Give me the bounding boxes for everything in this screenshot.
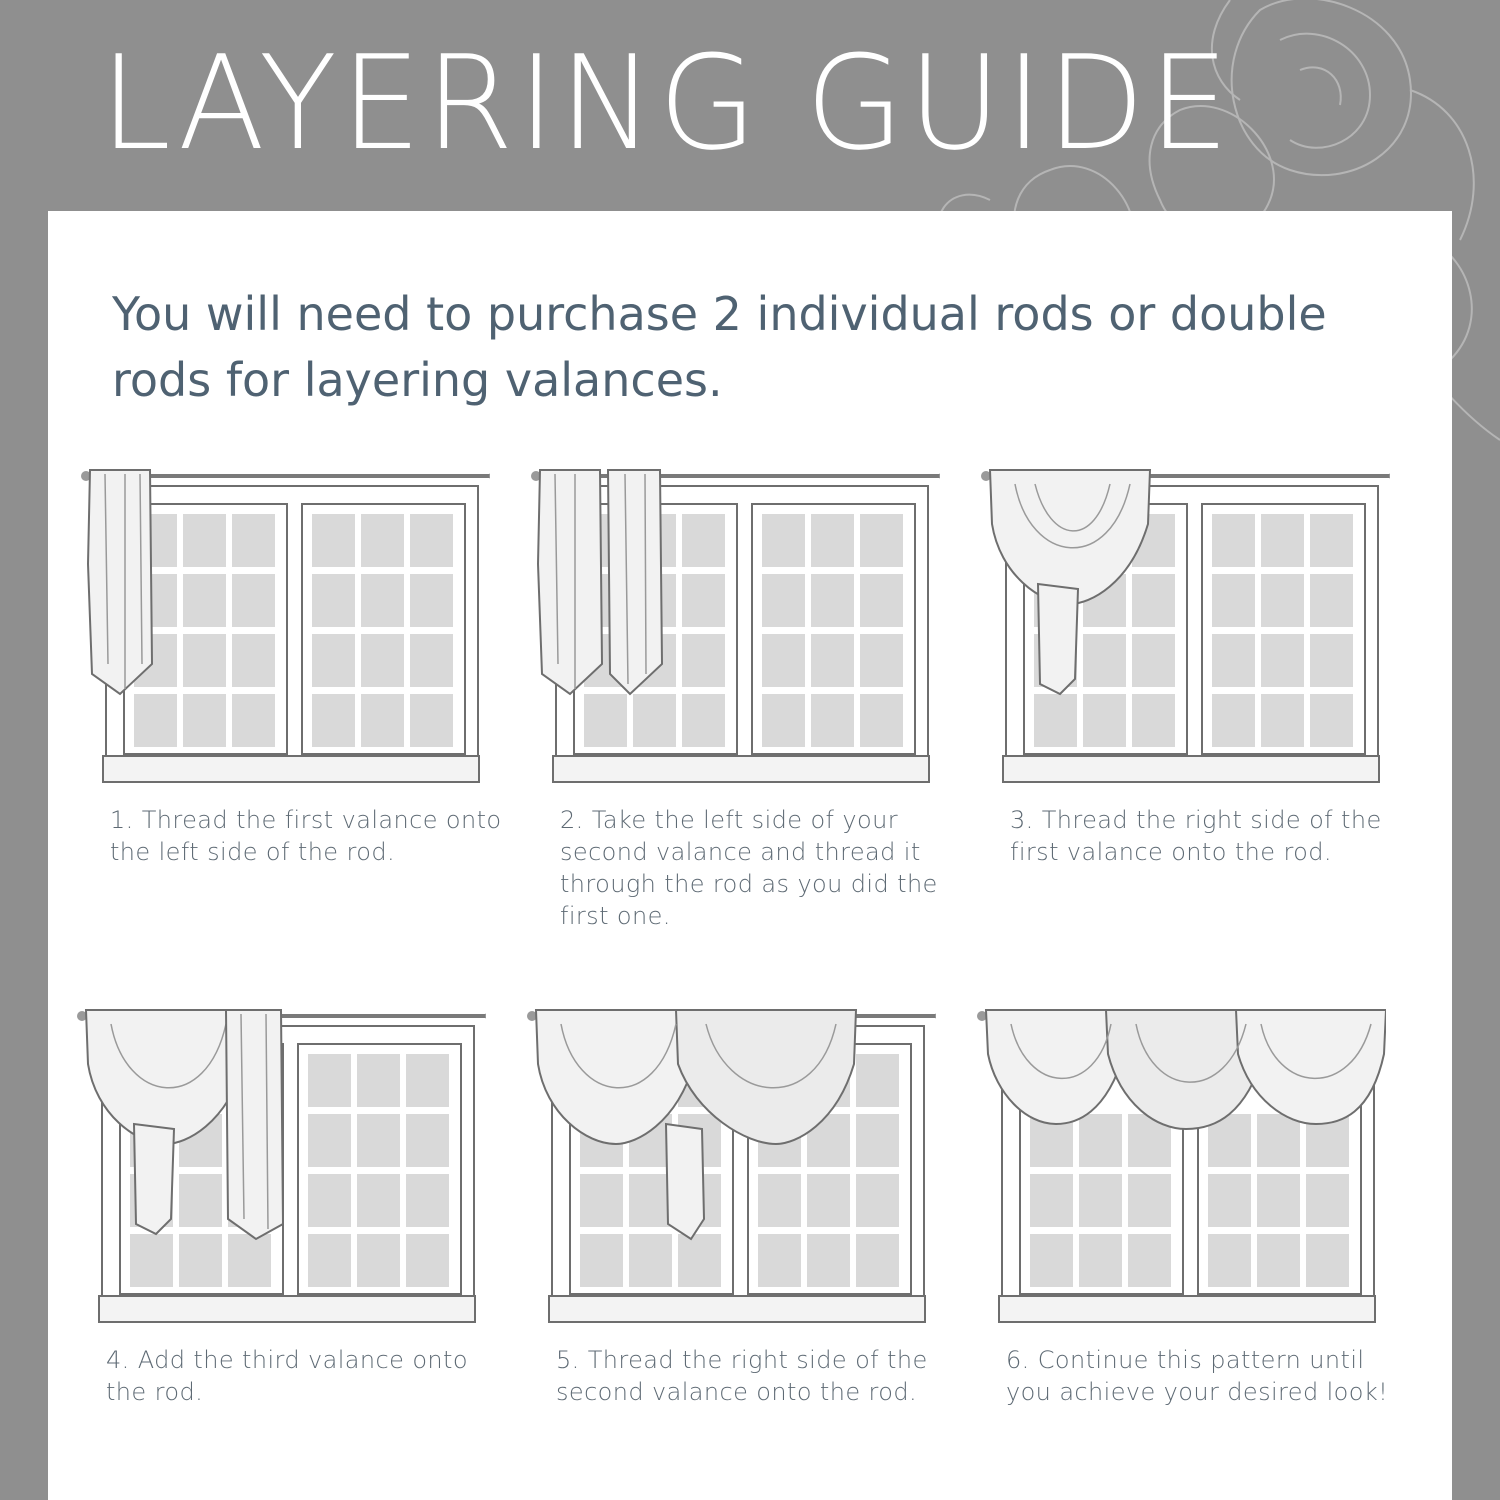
step-2-caption: 2. Take the left side of your second valance and thread it through the rod as you did the first one. (560, 806, 938, 930)
step-3-illustration (980, 464, 1390, 784)
window-sill (103, 756, 479, 782)
step-5-illustration (526, 1004, 936, 1324)
step-1-illustration (80, 464, 490, 784)
step-4-caption: 4. Add the third valance onto the rod. (106, 1346, 468, 1406)
intro-text: You will need to purchase 2 individual rods or double rods for layering valances. (112, 287, 1327, 407)
step-5 (526, 1004, 936, 1408)
step-5-caption: 5. Thread the right side of the second valance onto the rod. (556, 1346, 928, 1406)
step-3-caption: 3. Thread the right side of the first valance onto the rod. (1010, 806, 1382, 866)
step-2 (530, 464, 940, 932)
step-6-caption: 6. Continue this pattern until you achieve your desired look! (1006, 1346, 1389, 1406)
guide-card (48, 211, 1452, 1500)
step-1-caption: 1. Thread the first valance onto the left side of the rod. (110, 806, 502, 866)
step-6 (976, 1004, 1389, 1408)
step-1 (80, 464, 502, 868)
step-3 (980, 464, 1390, 868)
step-2-illustration (530, 464, 940, 784)
step-4 (76, 1004, 486, 1408)
step-6-illustration (976, 1004, 1386, 1324)
step-4-illustration (76, 1004, 486, 1324)
page-title: LAYERING GUIDE (100, 27, 1234, 179)
